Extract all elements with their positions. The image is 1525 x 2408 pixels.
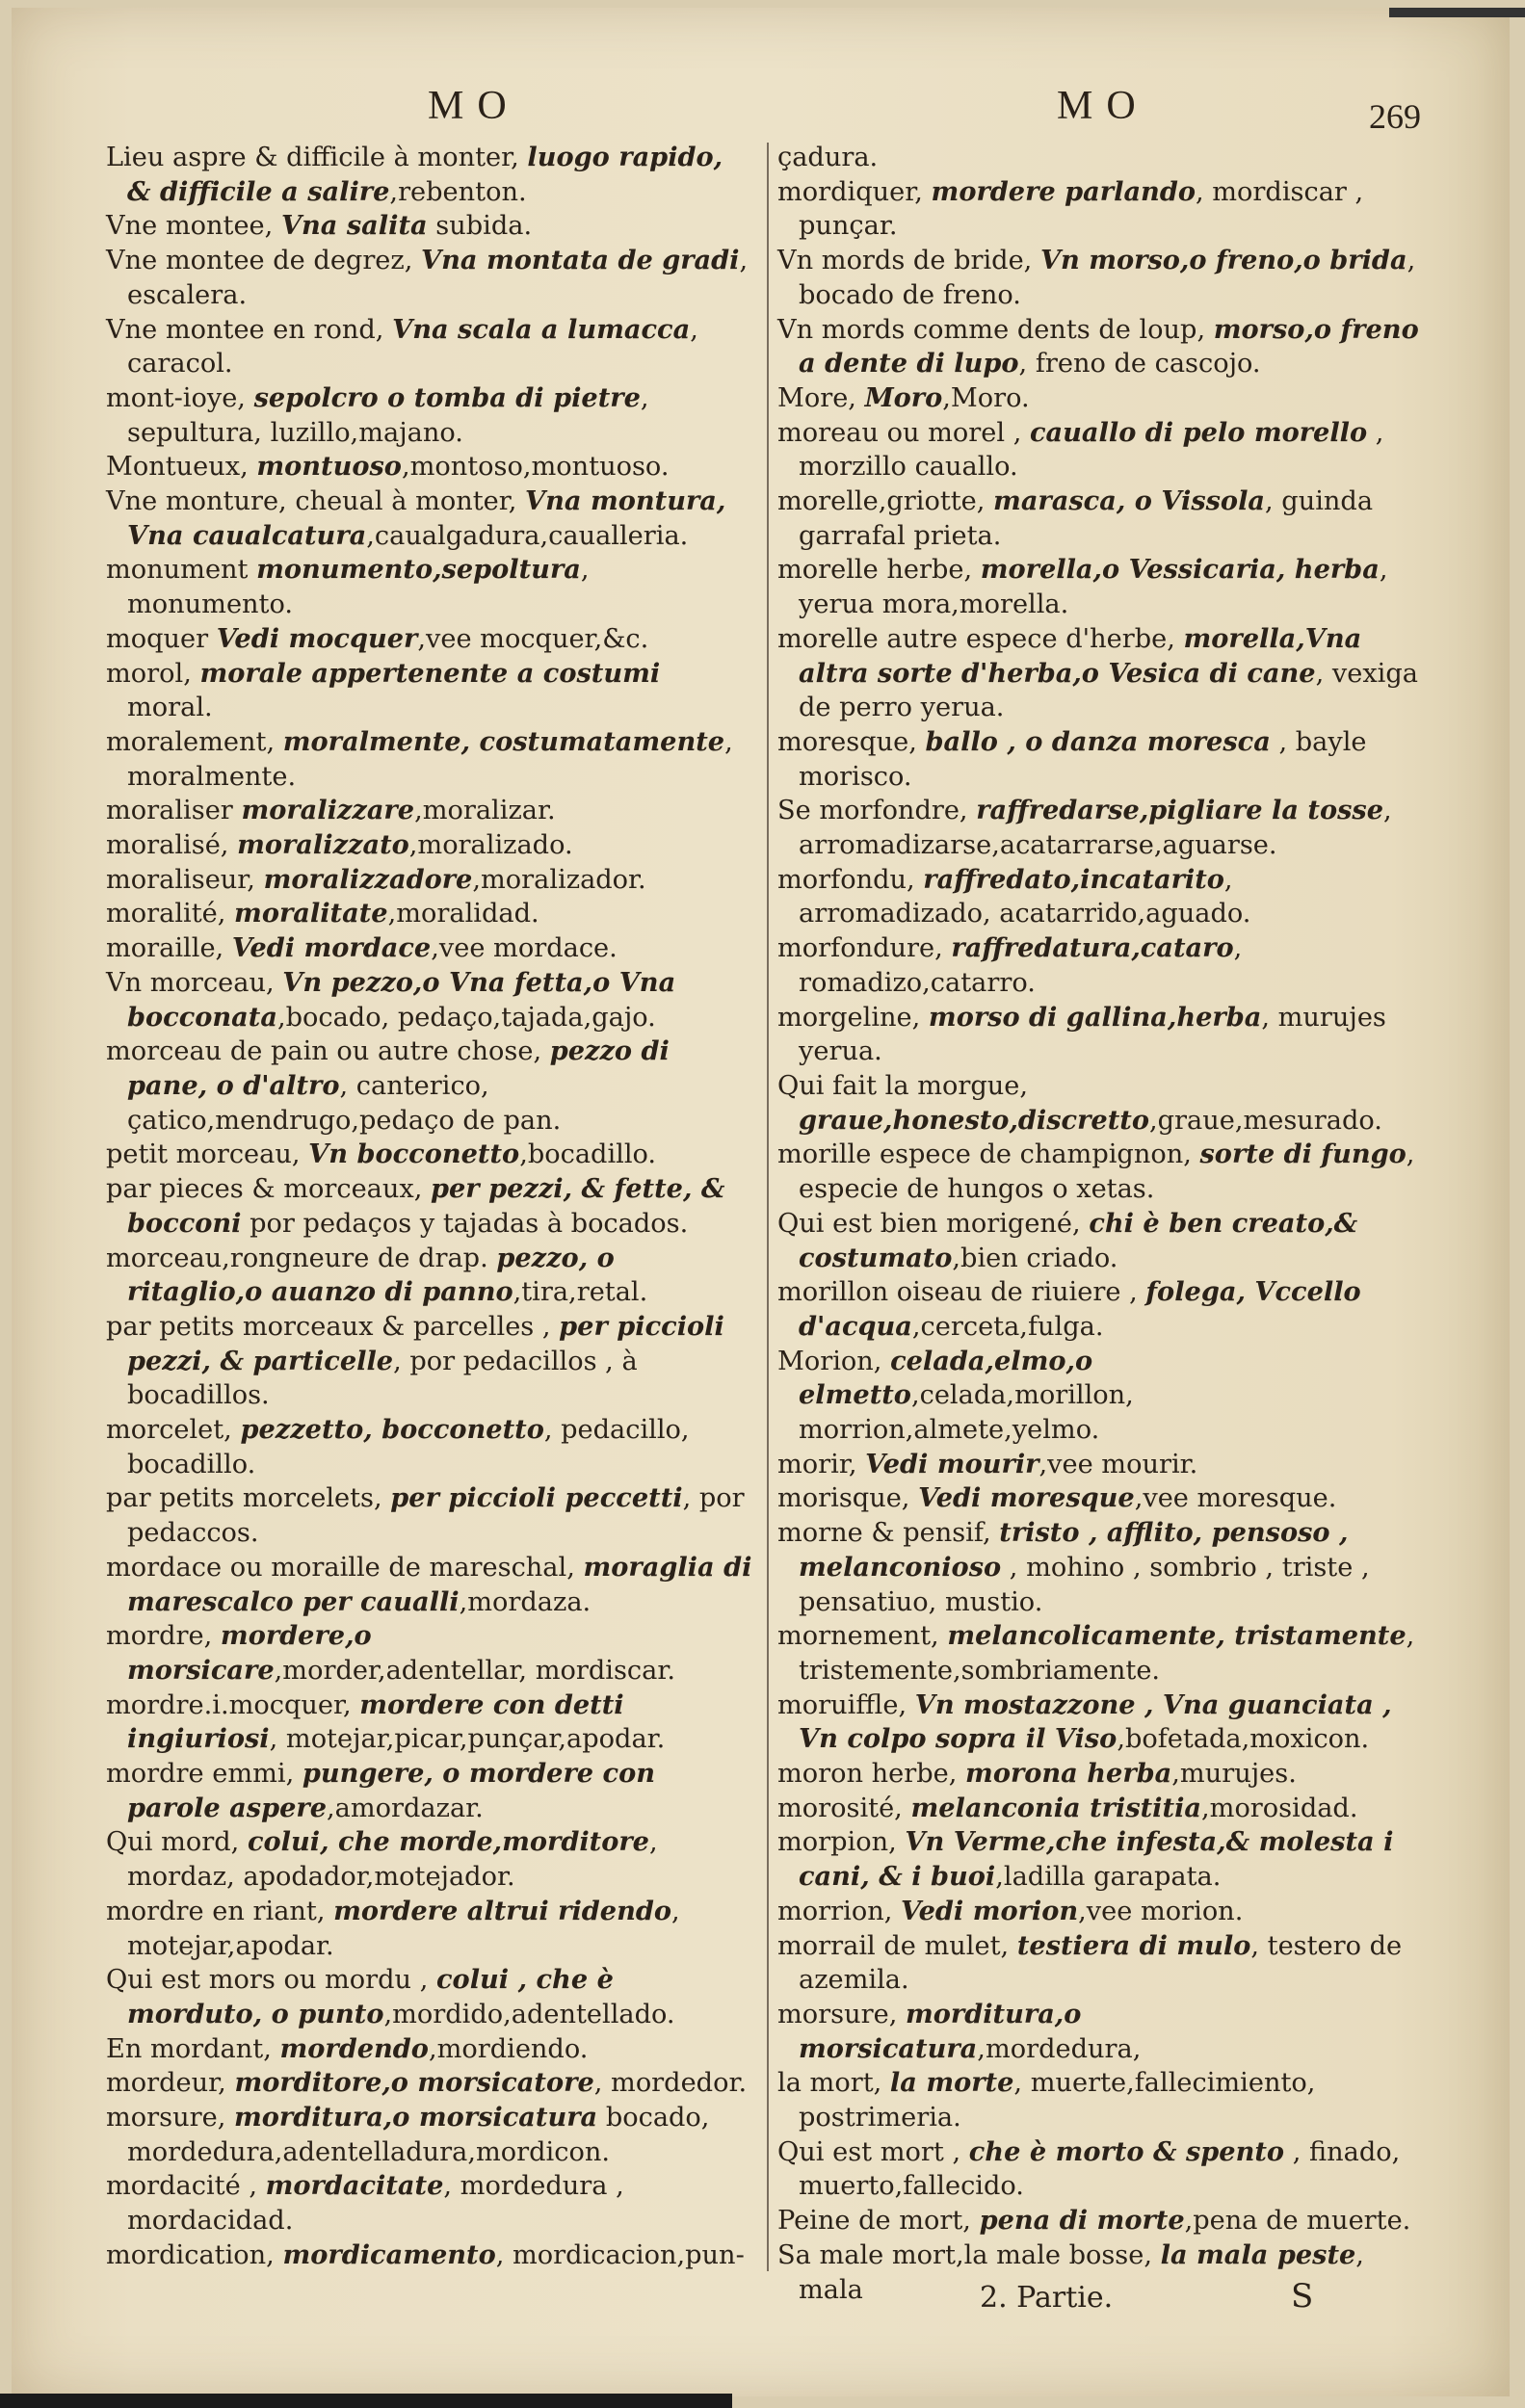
dictionary-entry: monument monumento,sepoltura, monumento. [106, 554, 590, 620]
signature-mark: 2. Partie. [980, 2281, 1114, 2315]
dictionary-entry: par pieces & morceaux, per pezzi, & fette, & bocconi por pedaços y tajadas à bocados. [106, 1173, 725, 1239]
running-head-right: MO [1057, 84, 1149, 128]
dictionary-entry: morelle autre espece d'herbe, morella,Vna altra sorte d'herba,o Vesica di cane, vexiga de perro yerua. [777, 622, 1418, 723]
dictionary-entry: Qui est bien morigené, chi è ben creato,& costumato,bien criado. [777, 1207, 1358, 1273]
dictionary-entry: la mort, la morte, muerte,fallecimiento, postrimeria. [777, 2067, 1316, 2133]
dictionary-entry: morsure, morditura,o morsicatura bocado, mordedura,adentelladura,mordicon. [106, 2102, 710, 2167]
dictionary-entry: par petits morcelets, per piccioli peccetti, por pedaccos. [106, 1482, 745, 1549]
dictionary-entry: moralité, moralitate,moralidad. [106, 898, 539, 929]
dictionary-entry: morgeline, morso di gallina,herba, murujes yerua. [777, 1001, 1386, 1067]
dictionary-entry: morelle herbe, morella,o Vessicaria, herba, yerua mora,morella. [777, 554, 1388, 620]
dictionary-entry: morir, Vedi mourir,vee mourir. [777, 1448, 1198, 1479]
dictionary-entry: Qui mord, colui, che morde,morditore, mordaz, apodador,motejador. [106, 1826, 658, 1893]
running-head-left: MO [428, 84, 520, 128]
dictionary-entry: Vn morceau, Vn pezzo,o Vna fetta,o Vna bocconata,bocado, pedaço,tajada,gajo. [106, 966, 676, 1033]
dictionary-entry: mordre, mordere,o morsicare,morder,adentellar, mordiscar. [106, 1620, 675, 1686]
dictionary-entry: Qui est mors ou mordu , colui , che è morduto, o punto,mordido,adentellado. [106, 1964, 675, 2029]
dictionary-entry: Sa male mort,la male bosse, la mala peste, mala [777, 2238, 1364, 2305]
scan-edge-bottom [0, 2394, 732, 2408]
dictionary-entry: moreau ou morel , cauallo di pelo morello , morzillo cauallo. [777, 416, 1384, 483]
dictionary-entry: mordre en riant, mordere altrui ridendo, motejar,apodar. [106, 1895, 680, 1961]
dictionary-entry: petit morceau, Vn bocconetto,bocadillo. [106, 1139, 657, 1170]
dictionary-entry: morne & pensif, tristo , afflito, pensoso , melanconioso , mohino , sombrio , triste , pensatiuo, mustio. [777, 1517, 1370, 1617]
left-column [106, 141, 753, 2273]
dictionary-entry: Vne montee de degrez, Vna montata de gradi, escalera. [106, 245, 749, 310]
dictionary-entry: moralement, moralmente, costumatamente, moralmente. [106, 725, 733, 792]
dictionary-entry: morelle,griotte, marasca, o Vissola, guinda garrafal prieta. [777, 485, 1374, 551]
dictionary-entry: Lieu aspre & difficile à monter, luogo rapido, & difficile a salire,rebenton. [106, 142, 723, 207]
dictionary-entry: mordiquer, mordere parlando, mordiscar , punçar. [777, 175, 1364, 242]
dictionary-entry: morfondure, raffredatura,cataro, romadizo,catarro. [777, 932, 1243, 998]
right-column [777, 141, 1421, 2307]
dictionary-entry: morpion, Vn Verme,che infesta,& molesta i cani, & i buoi,ladilla garapata. [777, 1826, 1394, 1893]
dictionary-entry: mordeur, morditore,o morsicatore, mordedor. [106, 2067, 748, 2099]
dictionary-entry: Morion, celada,elmo,o elmetto,celada,morillon, morrion,almete,yelmo. [777, 1345, 1134, 1446]
dictionary-entry: mornement, melancolicamente, tristamente, tristemente,sombriamente. [777, 1620, 1415, 1686]
dictionary-entry: Vn mords comme dents de loup, morso,o freno a dente di lupo, freno de cascojo. [777, 313, 1419, 380]
dictionary-entry: Peine de mort, pena di morte,pena de muerte. [777, 2205, 1411, 2237]
dictionary-entry: morrion, Vedi morion,vee morion. [777, 1895, 1244, 1926]
dictionary-entry: morsure, morditura,o morsicatura,mordedura, [777, 1998, 1142, 2064]
dictionary-entry: morfondu, raffredato,incatarito, arromadizado, acatarrido,aguado. [777, 863, 1251, 929]
gathering-mark: S [1291, 2277, 1314, 2316]
dictionary-entry: Vne monture, cheual à monter, Vna montura, Vna caualcatura,caualgadura,caualleria. [106, 485, 726, 551]
dictionary-entry: moquer Vedi mocquer,vee mocquer,&c. [106, 622, 649, 654]
dictionary-entry: morceau,rongneure de drap. pezzo, o ritaglio,o auanzo di panno,tira,retal. [106, 1242, 648, 1308]
dictionary-entry: moraille, Vedi mordace,vee mordace. [106, 932, 618, 964]
page-number: 269 [1369, 97, 1421, 136]
dictionary-entry: mordication, mordicamento, mordicacion,pun- [106, 2238, 745, 2270]
dictionary-entry: morceau de pain ou autre chose, pezzo di pane, o d'altro, canterico, çatico,mendrugo,pedaço de pan. [106, 1035, 670, 1136]
dictionary-entry: Se morfondre, raffredarse,pigliare la tosse, arromadizarse,acatarrarse,aguarse. [777, 795, 1392, 861]
dictionary-entry: Qui fait la morgue, graue,honesto,discretto,graue,mesurado. [777, 1070, 1382, 1136]
dictionary-entry: morisque, Vedi moresque,vee moresque. [777, 1482, 1337, 1514]
dictionary-entry: More, Moro,Moro. [777, 381, 1030, 413]
dictionary-entry: morrail de mulet, testiera di mulo, testero de azemila. [777, 1929, 1403, 1996]
dictionary-entry: En mordant, mordendo,mordiendo. [106, 2032, 589, 2064]
dictionary-entry: moresque, ballo , o danza moresca , bayle morisco. [777, 725, 1367, 792]
dictionary-entry: mordacité , mordacitate, mordedura , mordacidad. [106, 2170, 624, 2237]
dictionary-entry: par petits morceaux & parcelles , per piccioli pezzi, & particelle, por pedacillos , à bocadillos. [106, 1310, 724, 1411]
dictionary-entry: Montueux, montuoso,montoso,montuoso. [106, 451, 670, 483]
dictionary-entry: Qui est mort , che è morto & spento , finado, muerto,fallecido. [777, 2135, 1401, 2202]
dictionary-entry: morosité, melanconia tristitia,morosidad. [777, 1792, 1358, 1823]
dictionary-entry: mordre.i.mocquer, mordere con detti ingiuriosi, motejar,picar,punçar,apodar. [106, 1688, 666, 1755]
dictionary-entry: morille espece de champignon, sorte di fungo, especie de hungos o xetas. [777, 1139, 1415, 1205]
dictionary-entry: moraliseur, moralizzadore,moralizador. [106, 863, 646, 895]
scan-edge-top [1389, 8, 1525, 17]
dictionary-entry: Vn mords de bride, Vn morso,o freno,o brida, bocado de freno. [777, 245, 1416, 310]
dictionary-entry: moron herbe, morona herba,murujes. [777, 1758, 1297, 1790]
dictionary-entry: mordre emmi, pungere, o mordere con parole aspere,amordazar. [106, 1758, 655, 1823]
dictionary-entry: çadura. [777, 143, 879, 172]
dictionary-entry: mordace ou moraille de mareschal, moraglia di marescalco per caualli,mordaza. [106, 1551, 752, 1617]
dictionary-entry: morol, morale appertenente a costumi moral. [106, 657, 661, 723]
dictionary-entry: Vne montee, Vna salita subida. [106, 210, 533, 242]
dictionary-entry: mont-ioye, sepolcro o tomba di pietre, sepultura, luzillo,majano. [106, 381, 649, 448]
column-rule [767, 143, 769, 2271]
dictionary-entry: moraliser moralizzare,moralizar. [106, 795, 556, 826]
dictionary-entry: morillon oiseau de riuiere , folega, Vccello d'acqua,cerceta,fulga. [777, 1276, 1361, 1342]
dictionary-entry: moruiffle, Vn mostazzone , Vna guanciata , Vn colpo sopra il Viso,bofetada,moxicon. [777, 1688, 1392, 1755]
dictionary-entry: Vne montee en rond, Vna scala a lumacca, caracol. [106, 313, 698, 380]
dictionary-page [12, 8, 1510, 2396]
dictionary-entry: moralisé, moralizzato,moralizado. [106, 829, 573, 861]
dictionary-entry: morcelet, pezzetto, bocconetto, pedacillo, bocadillo. [106, 1414, 690, 1479]
